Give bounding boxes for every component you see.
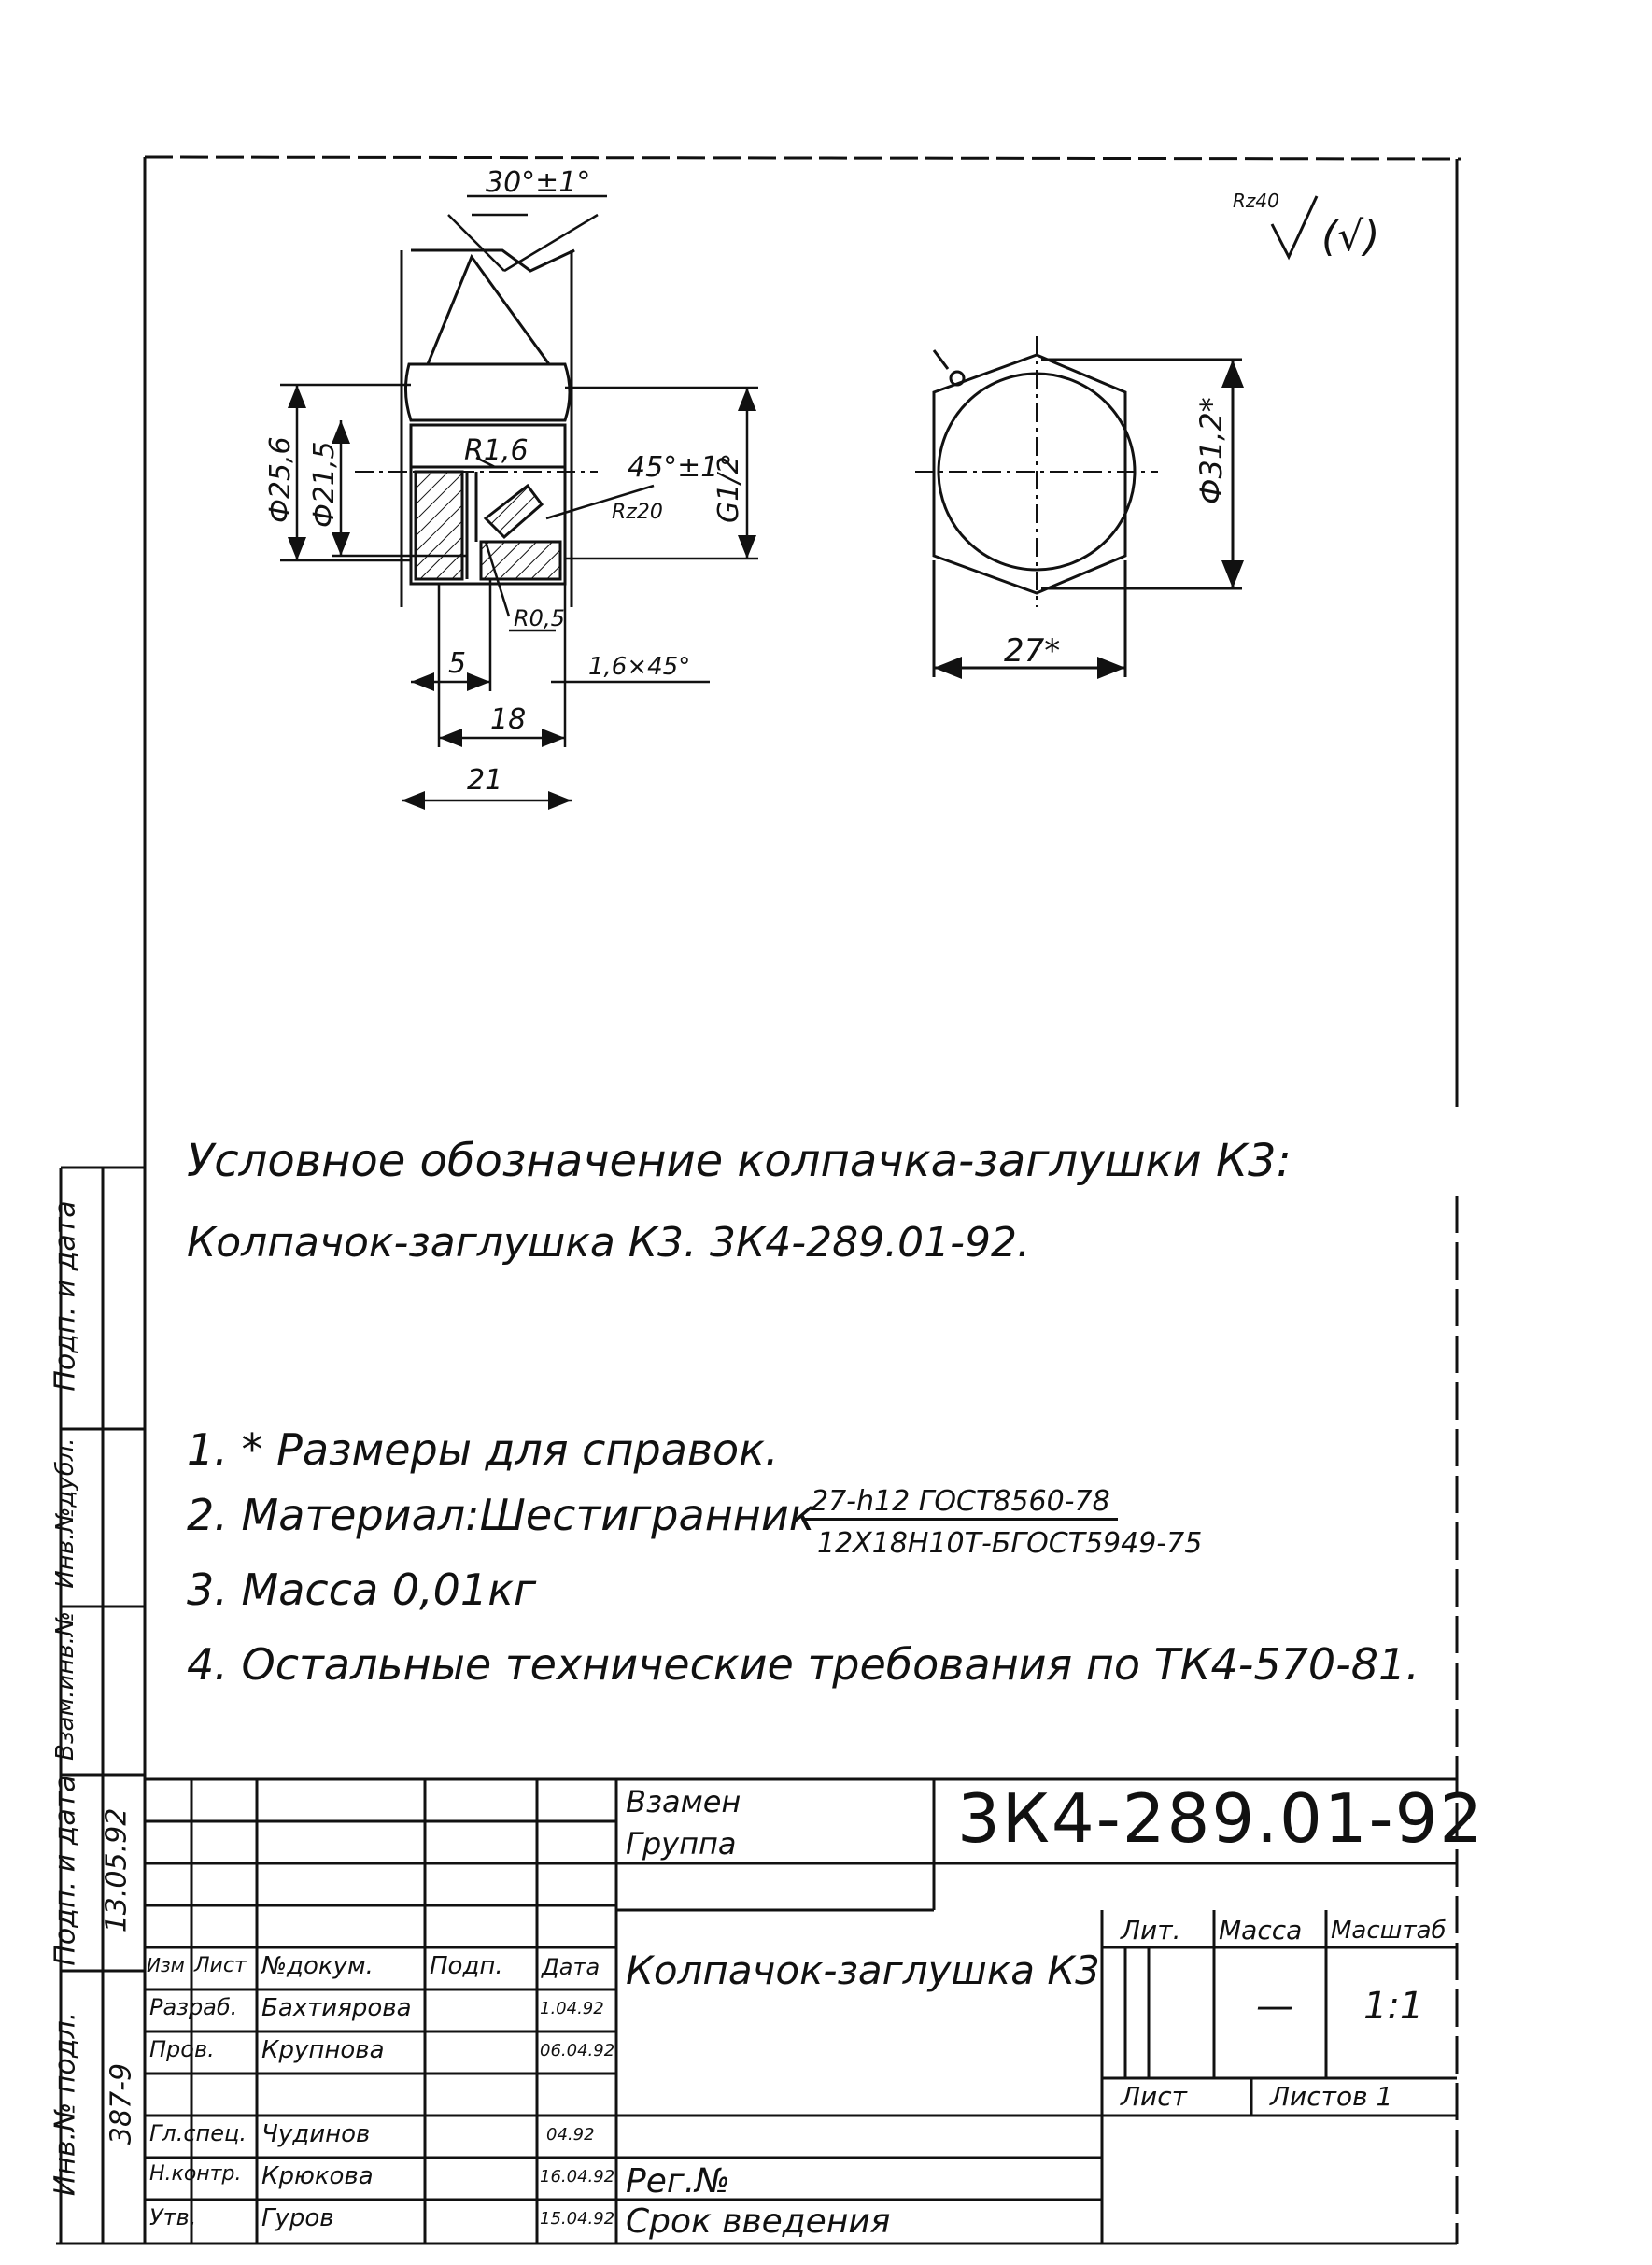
header-date: Дата <box>542 1954 600 1980</box>
row-5-role: Н.контр. <box>149 2162 242 2186</box>
inner-roughness-label: Rz20 <box>612 501 663 524</box>
row-5-name: Крюкова <box>261 2162 374 2190</box>
replaces-label: Взамен <box>626 1784 741 1819</box>
row-5-date: 16.04.92 <box>540 2167 615 2187</box>
row-6-date: 15.04.92 <box>540 2209 615 2229</box>
roughness-symbol <box>1233 190 1379 261</box>
thread-label: G1/2 <box>713 456 745 523</box>
row-4-role: Гл.спец. <box>149 2120 247 2146</box>
row-1-date: 1.04.92 <box>540 1999 604 2018</box>
header-list: Лист <box>194 1954 247 1977</box>
side-stamp-vzam-inv: Взам.инв.№ <box>51 1611 79 1761</box>
sheets-label: Листов 1 <box>1270 2081 1393 2112</box>
designation-line-1: Условное обозначение колпачка-заглушки К3: <box>187 1135 1292 1187</box>
side-stamp-podp-data-2: Подп. и дата <box>49 1775 82 1966</box>
note-2-numerator: 27-h12 ГОСТ8560-78 <box>803 1485 1118 1521</box>
reg-label: Рег.№ <box>626 2162 730 2201</box>
note-1: 1. * Размеры для справок. <box>187 1424 779 1475</box>
group-label: Группа <box>626 1826 737 1862</box>
intro-label: Срок введения <box>626 2202 891 2241</box>
inner-diameter-label: Ф21,5 <box>308 441 341 528</box>
side-view-labels <box>1004 397 1229 670</box>
dim-5-label: 5 <box>448 647 467 680</box>
mass-label: Масса <box>1219 1915 1303 1946</box>
side-stamp-inv-dubl: Инв.№дубл. <box>51 1437 79 1589</box>
mass-value: — <box>1256 1985 1293 2028</box>
header-doc: №докум. <box>261 1952 374 1980</box>
row-1-role: Разраб. <box>149 1994 238 2020</box>
header-izm: Изм <box>147 1954 185 1976</box>
row-4-name: Чудинов <box>261 2120 371 2148</box>
chamfer-label: 1,6×45° <box>588 653 691 681</box>
side-stamp-podp-data: Подп. и дата <box>49 1200 82 1392</box>
dim-21-label: 21 <box>467 764 503 797</box>
scale-value: 1:1 <box>1363 1985 1424 2028</box>
chamfer-angle-label: 45°±1° <box>628 451 733 484</box>
front-view-labels <box>264 166 745 797</box>
note-4: 4. Остальные технические требования по ТК4-570-81. <box>187 1639 1419 1690</box>
note-3: 3. Масса 0,01кг <box>187 1564 537 1615</box>
note-2-denominator: 12Х18Н10Т-БГОСТ5949-75 <box>817 1527 1203 1560</box>
row-2-date: 06.04.92 <box>540 2041 615 2060</box>
dim-18-label: 18 <box>490 703 527 736</box>
across-corners-label: Ф31,2* <box>1193 397 1229 504</box>
row-6-role: Утв. <box>149 2204 197 2230</box>
outer-diameter-label: Ф25,6 <box>264 436 297 523</box>
row-2-name: Крупнова <box>261 2036 385 2064</box>
roughness-rest-label: (√) <box>1321 213 1380 261</box>
note-2-prefix: 2. Материал:Шестигранник <box>187 1490 815 1540</box>
scale-label: Масштаб <box>1331 1917 1447 1945</box>
part-name: Колпачок-заглушка К3 <box>626 1947 1100 1993</box>
side-stamp-inv-podl: Инв.№ подл. <box>49 2011 82 2197</box>
row-4-date: 04.92 <box>546 2125 595 2145</box>
doc-number: 3К4-289.01-92 <box>957 1779 1485 1858</box>
roughness-main-label: Rz40 <box>1233 190 1279 212</box>
front-view <box>355 250 598 607</box>
row-1-name: Бахтиярова <box>261 1994 412 2022</box>
designation-line-2: Колпачок-заглушка К3. 3К4-289.01-92. <box>187 1219 1030 1267</box>
side-stamp-inv-value: 387-9 <box>105 2062 138 2145</box>
fillet-bottom-label: R0,5 <box>514 605 565 631</box>
row-6-name: Гуров <box>261 2204 334 2232</box>
cone-angle-label: 30°±1° <box>486 166 591 199</box>
sheet-label: Лист <box>1121 2081 1187 2112</box>
across-flats-label: 27* <box>1004 632 1061 670</box>
row-2-role: Пров. <box>149 2036 215 2062</box>
fillet-top-label: R1,6 <box>464 434 529 467</box>
side-stamp-date-value: 13.05.92 <box>100 1807 134 1933</box>
side-view <box>915 336 1242 677</box>
lit-label: Лит. <box>1121 1915 1181 1946</box>
header-sign: Подп. <box>430 1952 503 1980</box>
